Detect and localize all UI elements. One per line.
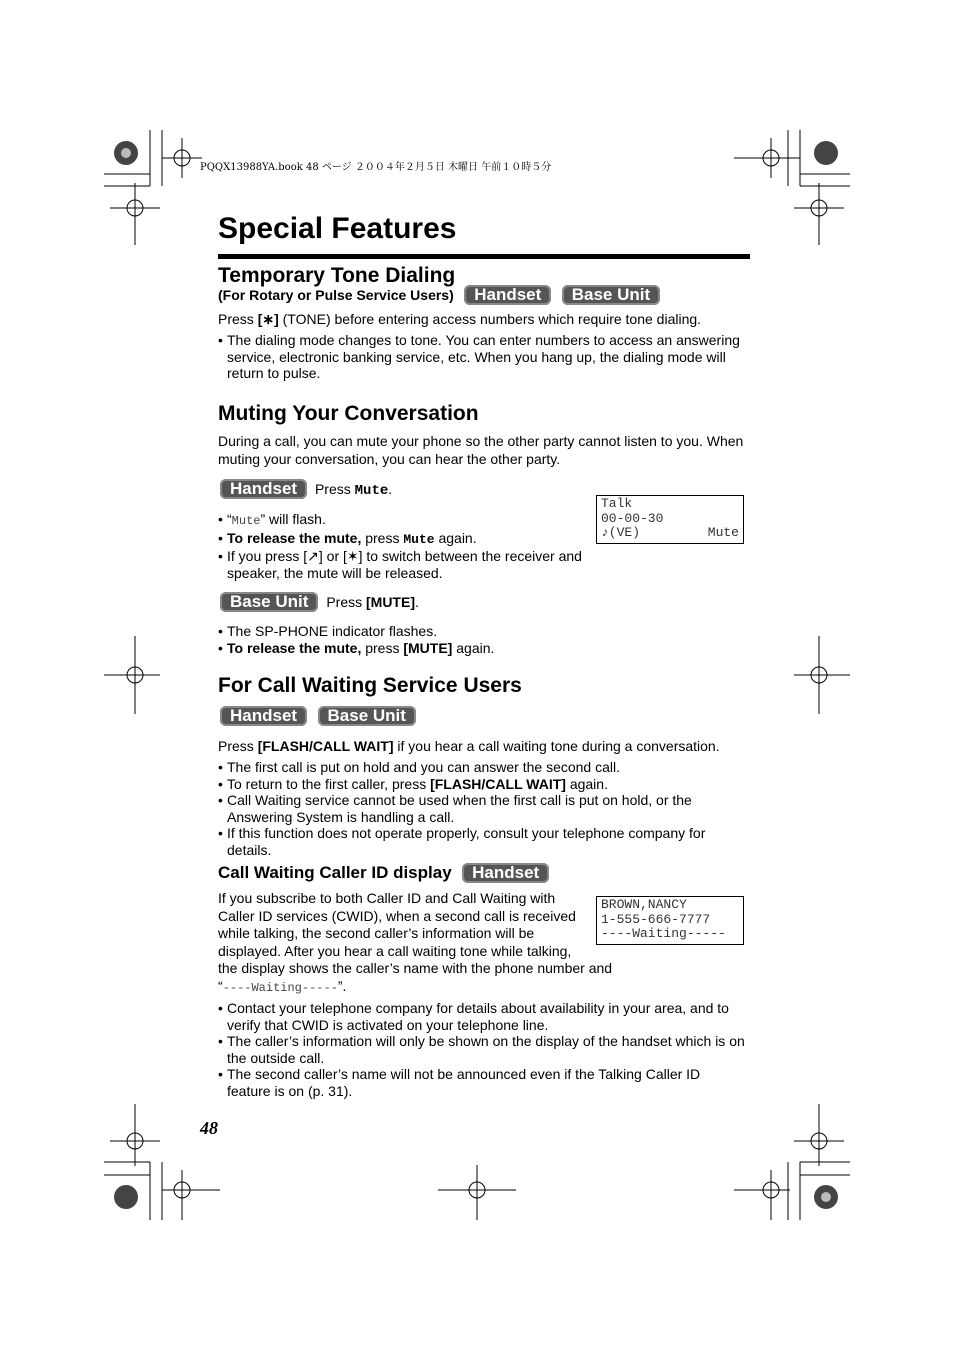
callwaiting-bullets	[218, 759, 746, 858]
page-number: 48	[200, 1118, 218, 1138]
handset-badge: Handset	[462, 863, 549, 883]
mute-intro: During a call, you can mute your phone so the other party cannot listen to you. When muting your conversation, you can hear the other party.	[218, 433, 744, 467]
list-item: • To release the mute, press [MUTE] again.	[218, 640, 746, 657]
list-item: • The second caller’s name will not be announced even if the Talking Caller ID feature is on (p. 31).	[218, 1066, 746, 1099]
list-item: • Call Waiting service cannot be used when the first call is put on hold, or the Answering System is handling a call.	[218, 792, 746, 825]
file-header: PQQX13988YA.book 48 ページ ２００４年２月５日 木曜日 午前１０時５分	[200, 162, 552, 173]
mute-soft-key: Mute	[354, 483, 389, 499]
cwid-heading: Call Waiting Caller ID display	[218, 863, 452, 882]
list-item: • The SP-PHONE indicator flashes.	[218, 623, 746, 640]
list-item: • The caller’s information will only be shown on the display of the handset which is on the outside call.	[218, 1033, 746, 1066]
handset-badge: Handset	[220, 706, 307, 726]
handset-badge: Handset	[464, 285, 551, 305]
cwid-paragraph: If you subscribe to both Caller ID and Call Waiting with Caller ID services (CWID), when a second call is received while talking, the second caller’s information will be displayed. After you hear a call waiting tone while talking,	[218, 890, 576, 959]
list-item: • “Mute” will flash.	[218, 511, 588, 530]
cwid-paragraph-cont: the display shows the caller’s name with the phone number and	[218, 960, 613, 976]
mute-heading: Muting Your Conversation	[218, 402, 479, 425]
list-item: • To return to the first caller, press [FLASH/CALL WAIT] again.	[218, 776, 746, 793]
tone-key: [∗]	[257, 311, 279, 327]
list-item: • Contact your telephone company for details about availability in your area, and to verify that CWID is activated on your telephone line.	[218, 1000, 746, 1033]
base-unit-badge: Base Unit	[318, 706, 416, 726]
tone-heading: Temporary Tone Dialing	[218, 264, 456, 287]
list-item: • If this function does not operate properly, consult your telephone company for details.	[218, 825, 746, 858]
callwaiting-heading: For Call Waiting Service Users	[218, 674, 522, 697]
mute-handset-bullets	[218, 511, 588, 581]
mute-button-key: [MUTE]	[366, 594, 415, 610]
list-item: • The first call is put on hold and you can answer the second call.	[218, 759, 746, 776]
handset-badge: Handset	[220, 479, 307, 499]
base-unit-badge: Base Unit	[562, 285, 660, 305]
tone-subheading: (For Rotary or Pulse Service Users)	[218, 287, 454, 303]
tone-bullets	[218, 332, 746, 382]
tone-instruction: Press [∗] (TONE) before entering access numbers which require tone dialing.	[218, 311, 702, 327]
list-item: • The dialing mode changes to tone. You can enter numbers to access an answering service, electronic banking service, etc. When you hang up, the dialing mode will return to pulse.	[218, 332, 746, 382]
base-unit-badge: Base Unit	[220, 592, 318, 612]
mute-base-bullets	[218, 623, 746, 656]
list-item: • To release the mute, press Mute again.	[218, 530, 588, 549]
cwid-bullets	[218, 1000, 746, 1099]
callwaiting-instruction: Press [FLASH/CALL WAIT] if you hear a call waiting tone during a conversation.	[218, 738, 720, 754]
page-title: Special Features	[218, 212, 457, 245]
cwid-lcd-display: BROWN,NANCY 1-555-666-7777 ----Waiting-----	[596, 896, 744, 945]
title-rule	[218, 254, 750, 259]
cwid-waiting-text: “----Waiting-----”.	[218, 978, 347, 995]
list-item: • If you press [↗] or [✶] to switch between the receiver and speaker, the mute will be released.	[218, 548, 588, 581]
mute-lcd-display: Talk 00-00-30 ♪(VE) Mute	[596, 495, 744, 544]
